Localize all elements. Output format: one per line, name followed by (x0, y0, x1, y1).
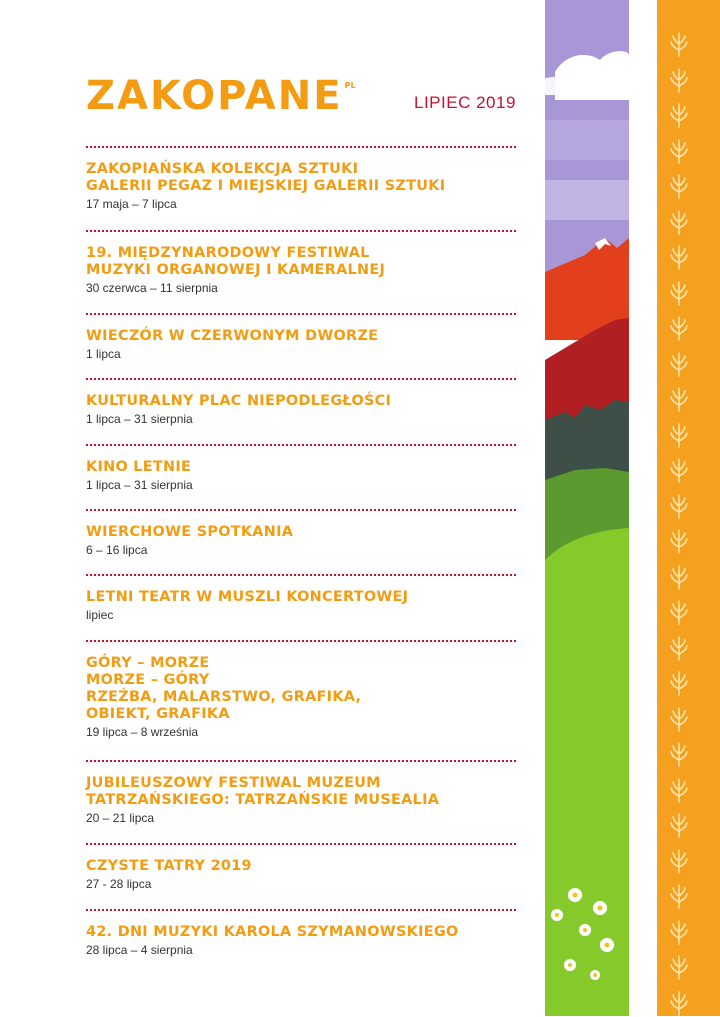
month-label: LIPIEC 2019 (414, 93, 516, 112)
event-title-line: 19. MIĘDZYNARODOWY FESTIWAL (86, 245, 370, 261)
wheat-icon (665, 30, 693, 58)
event-title-line: 42. DNI MUZYKI KAROLA SZYMANOWSKIEGO (86, 924, 459, 940)
wheat-icon (665, 847, 693, 875)
event-item (86, 509, 516, 557)
wheat-icon (665, 172, 693, 200)
wheat-icon (665, 705, 693, 733)
wheat-icon (665, 563, 693, 591)
event-title-line: CZYSTE TATRY 2019 (86, 858, 252, 874)
event-title-line: KINO LETNIE (86, 459, 192, 475)
wheat-icon (665, 314, 693, 342)
wheat-icon (665, 811, 693, 839)
event-title-line: GÓRY – MORZE (86, 655, 210, 671)
event-title (86, 393, 516, 410)
event-title-line: ZAKOPIAŃSKA KOLEKCJA SZTUKI (86, 161, 359, 177)
event-title (86, 858, 516, 875)
event-date: 1 lipca – 31 sierpnia (86, 412, 193, 426)
dotted-divider (86, 574, 516, 578)
wheat-icon (665, 918, 693, 946)
event-date: 1 lipca – 31 sierpnia (86, 478, 193, 492)
event-title-line: KULTURALNY PLAC NIEPODLEGŁOŚCI (86, 393, 392, 409)
event-title (86, 524, 516, 541)
event-item (86, 313, 516, 361)
wheat-icon (665, 740, 693, 768)
event-date: 30 czerwca – 11 sierpnia (86, 281, 218, 295)
event-title-line: RZEŹBA, MALARSTWO, GRAFIKA, (86, 689, 362, 705)
event-title (86, 924, 516, 941)
event-date: lipiec (86, 608, 114, 622)
mountain-illustration (545, 0, 629, 1016)
wheat-icon (665, 456, 693, 484)
event-title-line: LETNI TEATR W MUSZLI KONCERTOWEJ (86, 589, 409, 605)
event-title (86, 589, 516, 606)
wheat-icon (665, 953, 693, 981)
logo-text: ZAKOPANE (86, 73, 343, 119)
event-title (86, 775, 516, 809)
zakopane-logo (86, 70, 356, 119)
event-title-line: WIERCHOWE SPOTKANIA (86, 524, 294, 540)
wheat-icon (665, 989, 693, 1017)
event-date: 1 lipca (86, 347, 121, 361)
wheat-icon (665, 243, 693, 271)
wheat-icon (665, 776, 693, 804)
wheat-icon (665, 279, 693, 307)
event-title-line: JUBILEUSZOWY FESTIWAL MUZEUM (86, 775, 381, 791)
dotted-divider (86, 640, 516, 644)
event-item (86, 760, 516, 825)
event-title (86, 459, 516, 476)
event-date: 6 – 16 lipca (86, 543, 148, 557)
wheat-icon (665, 350, 693, 378)
wheat-icon (665, 492, 693, 520)
event-title (86, 245, 516, 279)
dotted-divider (86, 378, 516, 382)
event-item (86, 843, 516, 891)
event-item (86, 909, 516, 957)
logo-suffix: PL (344, 81, 356, 90)
dotted-divider (86, 146, 516, 150)
event-date: 28 lipca – 4 sierpnia (86, 943, 193, 957)
event-item (86, 146, 516, 211)
event-title-line: WIECZÓR W CZERWONYM DWORZE (86, 328, 379, 344)
event-item (86, 230, 516, 295)
event-title-line: MUZYKI ORGANOWEJ I KAMERALNEJ (86, 262, 386, 278)
dotted-divider (86, 843, 516, 847)
wheat-icon (665, 421, 693, 449)
wheat-icon (665, 669, 693, 697)
event-title (86, 328, 516, 345)
event-date: 20 – 21 lipca (86, 811, 155, 825)
wheat-icon (665, 385, 693, 413)
dotted-divider (86, 230, 516, 234)
event-title (86, 655, 516, 723)
event-title-line: TATRZAŃSKIEGO: TATRZAŃSKIE MUSEALIA (86, 792, 440, 808)
event-title-line: OBIEKT, GRAFIKA (86, 706, 230, 722)
wheat-icon (665, 598, 693, 626)
dotted-divider (86, 313, 516, 317)
wheat-icon (665, 101, 693, 129)
dotted-divider (86, 760, 516, 764)
wheat-icon (665, 634, 693, 662)
event-title-line: MORZE – GÓRY (86, 672, 210, 688)
event-date: 27 - 28 lipca (86, 877, 152, 891)
dotted-divider (86, 444, 516, 448)
dotted-divider (86, 909, 516, 913)
event-item (86, 574, 516, 622)
event-item (86, 378, 516, 426)
wheat-icon (665, 66, 693, 94)
wheat-icon (665, 208, 693, 236)
event-date: 17 maja – 7 lipca (86, 197, 177, 211)
event-item (86, 444, 516, 492)
event-item (86, 640, 516, 739)
event-date: 19 lipca – 8 września (86, 725, 199, 739)
wheat-icon (665, 882, 693, 910)
wheat-icon (665, 527, 693, 555)
event-title-line: GALERII PEGAZ I MIEJSKIEJ GALERII SZTUKI (86, 178, 446, 194)
wheat-icon (665, 137, 693, 165)
event-title (86, 161, 516, 195)
dotted-divider (86, 509, 516, 513)
